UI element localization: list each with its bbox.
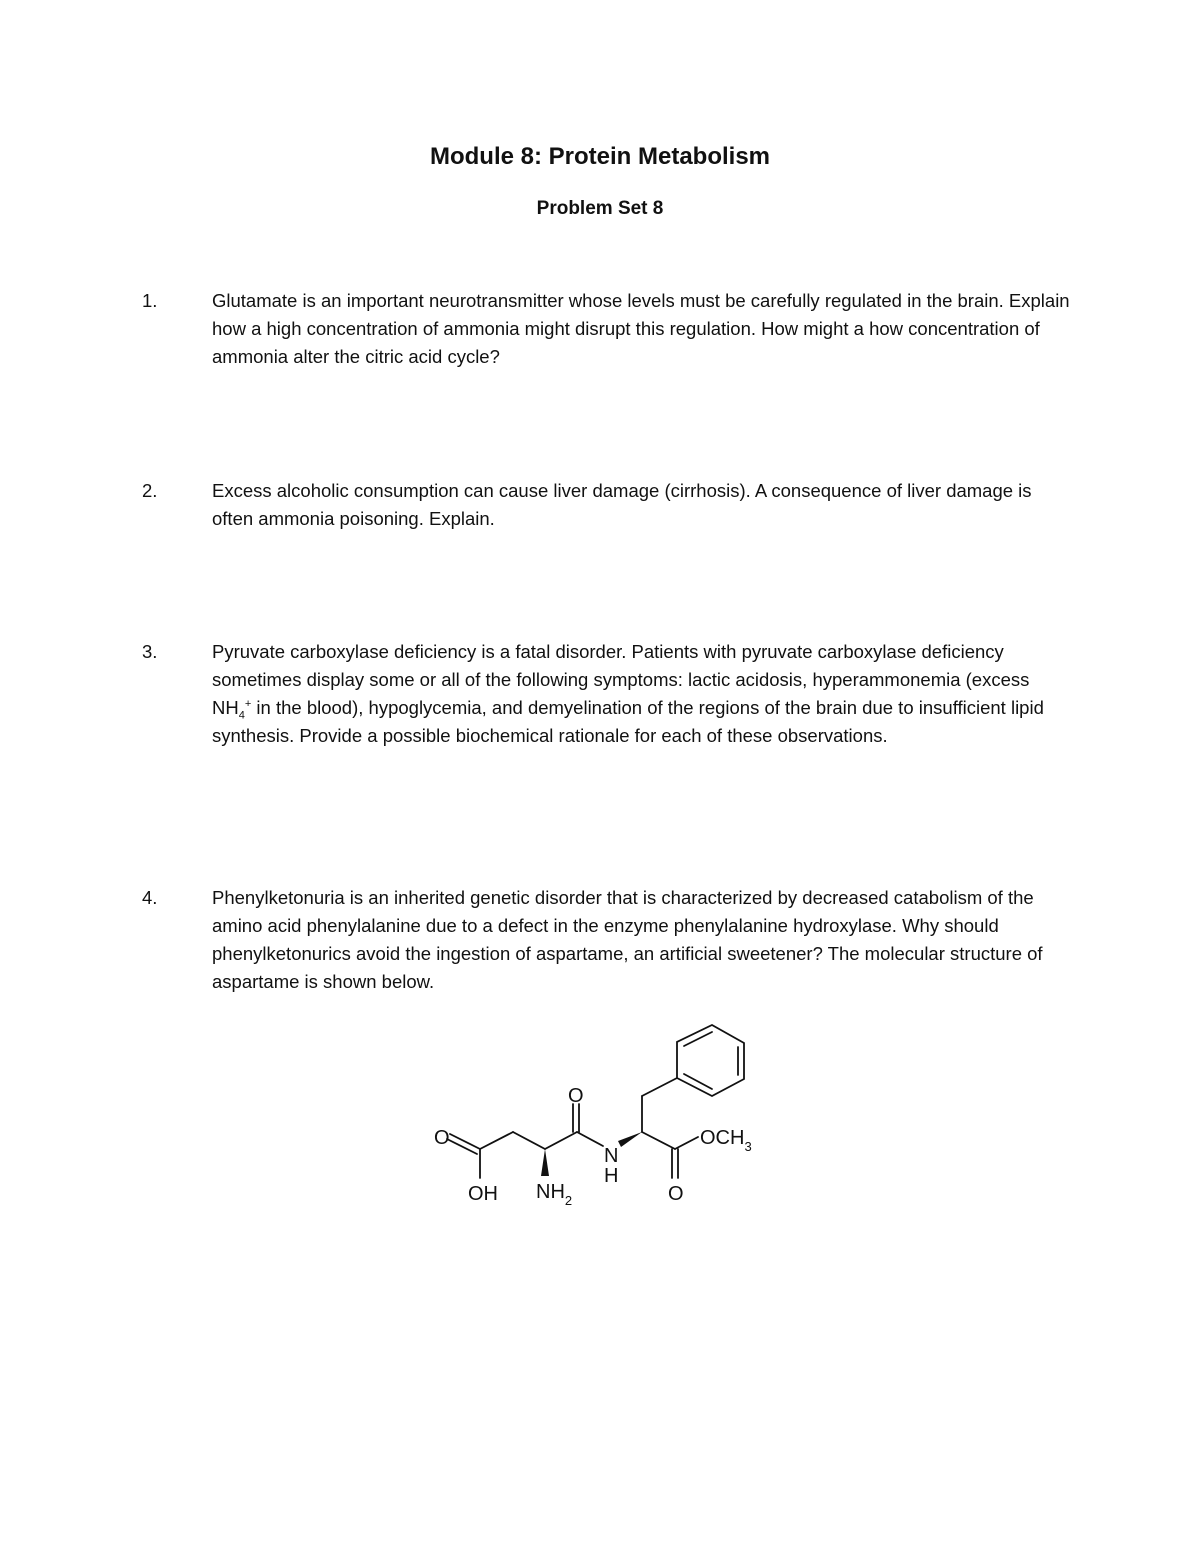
bond — [684, 1032, 712, 1046]
wedge-bond — [618, 1132, 642, 1147]
bond — [642, 1078, 677, 1096]
bond — [642, 1132, 675, 1149]
question-text-part: Pyruvate carboxylase deficiency is a fatal disorder. Patients with pyruvate carboxylase deficiency sometimes display some or all of the following symptoms: lactic acidosis, hyperammonemia (excess NH — [212, 641, 1030, 718]
page-title: Module 8: Protein Metabolism — [429, 143, 771, 170]
atom-label — [536, 1181, 572, 1208]
atom-label-text: NH — [536, 1181, 565, 1203]
aspartame-structure — [420, 1008, 780, 1218]
atom-label: OH — [468, 1183, 498, 1205]
question-number: 4. — [142, 887, 158, 908]
bond — [675, 1137, 698, 1149]
bond — [545, 1132, 577, 1149]
question-text: Excess alcoholic consumption can cause liver damage (cirrhosis). A consequence of liver damage is often ammonia poisoning. Explain. — [212, 480, 1032, 529]
atom-label: O — [568, 1085, 584, 1107]
question-text: Phenylketonuria is an inherited genetic disorder that is characterized by decreased catabolism of the amino acid phenylalanine due to a defect in the enzyme phenylalanine hydroxylase. Why should phenylketonurics avoid the ingestion of aspartame, an artificial sweetener? The molecular structure of aspartame is shown below. — [212, 887, 1043, 992]
bond — [447, 1139, 477, 1154]
bond — [684, 1074, 712, 1089]
question-number: 3. — [142, 641, 158, 662]
bond — [513, 1132, 545, 1149]
superscript: + — [244, 697, 252, 710]
atom-label-sub: 2 — [564, 1193, 573, 1208]
bond — [480, 1132, 513, 1149]
question-number: 2. — [142, 480, 158, 501]
page-subtitle: Problem Set 8 — [536, 198, 664, 219]
question-text — [212, 638, 1072, 750]
atom-label-sub: 3 — [744, 1139, 752, 1154]
bond — [450, 1134, 480, 1149]
atom-label: H — [604, 1165, 619, 1187]
subscript: 4 — [238, 709, 245, 722]
atom-label: N — [604, 1145, 619, 1167]
question-text: Glutamate is an important neurotransmitter whose levels must be carefully regulated in the brain. Explain how a high concentration of ammonia might disrupt this regulation. How might a how concentration of ammonia alter the citric acid cycle? — [212, 290, 1070, 367]
atom-label-text: OCH — [700, 1127, 745, 1149]
atom-label — [700, 1127, 752, 1154]
atom-label: O — [668, 1183, 684, 1205]
benzene-ring — [677, 1025, 744, 1096]
question-text-part: in the blood), hypoglycemia, and demyelination of the regions of the brain due to insufficient lipid synthesis. Provide a possible biochemical rationale for each of these observations. — [212, 697, 1044, 746]
question-number: 1. — [142, 290, 158, 311]
atom-label: O — [434, 1127, 450, 1149]
bond — [577, 1132, 603, 1146]
wedge-bond — [541, 1149, 549, 1176]
